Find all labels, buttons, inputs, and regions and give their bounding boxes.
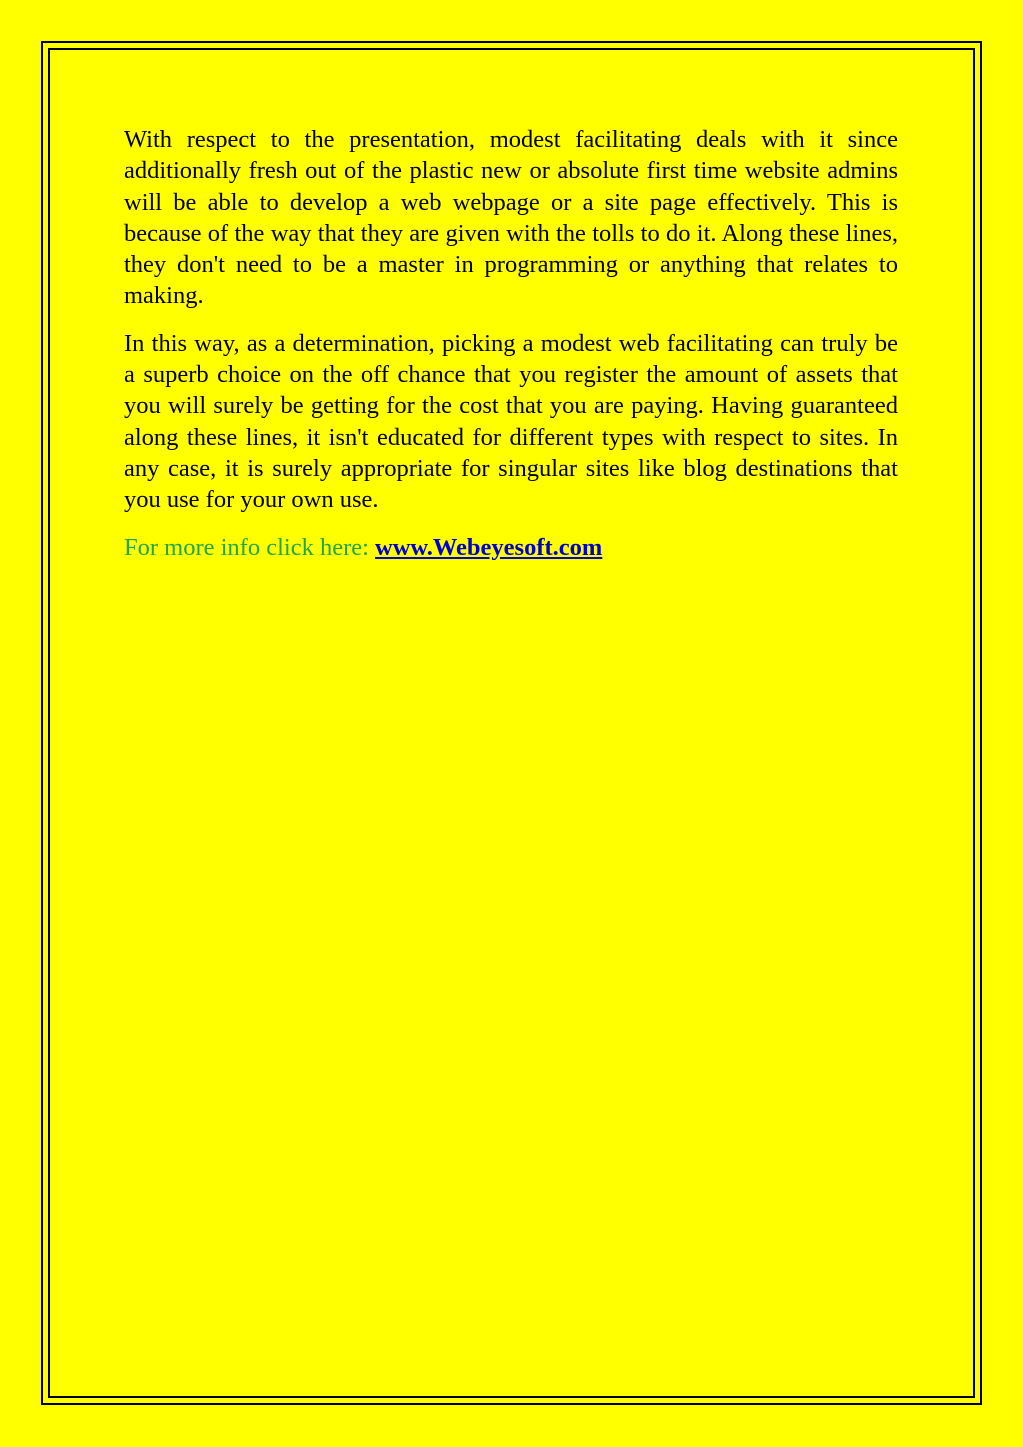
more-info-line xyxy=(124,532,898,563)
paragraph-2: In this way, as a determination, picking a modest web facilitating can truly be a superb choice on the off chance that you register the amount of assets that you will surely be getting for the cost that you are paying. Having guaranteed along these lines, it isn't educated for different types with respect to sites. In any case, it is surely appropriate for singular sites like blog destinations that you use for your own use. xyxy=(124,329,898,514)
more-info-label: For more info click here: xyxy=(124,533,376,561)
document-body xyxy=(124,124,898,563)
paragraph-1: With respect to the presentation, modest facilitating deals with it since additionally fresh out of the plastic new or absolute first time website admins will be able to develop a web webpage or a site page effectively. This is because of the way that they are given with the tolls to do it. Along these lines, they don't need to be a master in programming or anything that relates to making. xyxy=(124,126,898,310)
website-link[interactable]: www.Webeyesoft.com xyxy=(375,533,603,561)
